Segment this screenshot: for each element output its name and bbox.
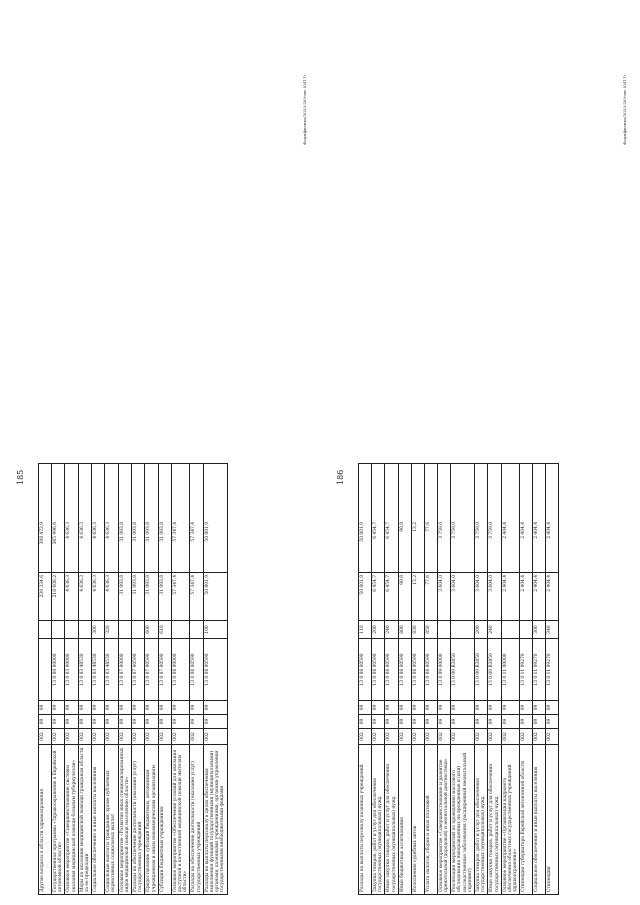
row-expense-type: 100 [204,620,227,638]
row-target-code: 13 0 11 09270 [520,638,532,700]
row-ministry-code: 002 [52,728,64,744]
row-expense-type [502,620,520,638]
row-target-code: 13 0 03 48530 [105,638,117,700]
row-amount-2025: 365 996,6 [53,522,58,545]
row-name: Основное мероприятие «Развитие иных специализированных видов медицинской помощи населению области» [119,744,131,894]
row-amount-2024: 57 347,4 [172,572,190,620]
row-expense-type: 200 [372,620,384,638]
row-ministry-code: 002 [92,728,104,744]
row-amount-2025: 3 759,0 [438,522,444,539]
table-row [159,464,172,894]
row-target-code: 13 0 08 00000 [172,638,190,700]
row-subsection: 09 [372,700,384,714]
row-ministry-code: 002 [475,728,487,744]
row-amount-2025: 4 636,3 [79,522,85,539]
row-subsection: 09 [475,700,487,714]
row-target-code: 13 0 11 09270 [533,638,545,700]
row-amount-2024: 239 334,6 [39,572,51,620]
row-name: Основное мероприятие «Обеспечение условий для оказания доступной и качественной медицинской помощи жителям области» [172,744,190,894]
row-amount-2025: 50 801,9 [360,522,365,542]
row-amount-2025: 2 404,4 [502,522,508,539]
table-row [438,464,451,894]
row-expense-type [119,620,131,638]
row-amount-2025: 2 404,4 [547,522,553,539]
table-row [520,464,533,894]
table-row [204,464,227,894]
row-subsection: 09 [132,700,144,714]
row-name: Уплата налогов, сборов и иных платежей [425,744,437,894]
row-subsection: 09 [65,700,77,714]
row-name: Закупка товаров, работ и услуг для обеспечения государственных (муниципальных) нужд [475,744,487,894]
row-ministry-code: 002 [412,728,424,744]
row-target-code: 13 0 07 00590 [159,638,171,700]
row-ministry-code: 002 [204,728,227,744]
table-row [145,464,158,894]
row-subsection: 09 [204,700,227,714]
row-target-code: 13 0 03 48530 [79,638,91,700]
page-footer: Фаджфизика/2023-209-ню (0411) [302,75,307,145]
row-subsection: 09 [488,700,500,714]
page-footer: Фаджфизика/2023-209-ню (0411) [622,75,627,145]
row-section: 09 [520,714,532,728]
row-subsection: 09 [385,700,397,714]
row-ministry-code: 002 [533,728,545,744]
row-ministry-code: 002 [399,728,411,744]
row-name: Иные закупки товаров, работ и услуг для обеспечения государственных (муниципальных) нужд [488,744,500,894]
row-section: 09 [546,714,558,728]
budget-table [38,463,228,895]
row-subsection: 09 [438,700,450,714]
row-ministry-code: 002 [372,728,384,744]
row-amount-2025: 6 454,7 [386,522,392,539]
row-name: Основное мероприятие «Организация кадрового обеспечения областных государственных учреждений здравоохранения» [502,744,520,894]
row-subsection: 09 [105,700,117,714]
table-row [132,464,145,894]
row-target-code: 13 0 07 00590 [145,638,157,700]
row-target-code: 13 0 08 00590 [372,638,384,700]
row-target-code: 13 0 07 00590 [132,638,144,700]
row-name: Стипендии [546,744,558,894]
row-section: 09 [359,714,371,728]
row-amount-2025: 6 454,7 [373,522,378,539]
budget-table [358,463,559,895]
row-amount-2024: 4 636,3 [79,572,91,620]
row-amount-2025: 2 404,4 [534,522,540,539]
row-section: 09 [92,714,104,728]
row-amount-2024: 90,8 [399,572,411,620]
row-name: Исполнение судебных актов [412,744,424,894]
row-section: 09 [105,714,117,728]
row-ministry-code: 002 [438,728,450,744]
row-expense-type: 240 [385,620,397,638]
row-amount-2024: 3 604,0 [475,572,487,620]
row-ministry-code: 002 [159,728,171,744]
row-subsection: 09 [399,700,411,714]
row-expense-type: 200 [475,620,487,638]
row-section: 09 [412,714,424,728]
table-row [190,464,203,894]
row-section: 09 [159,714,171,728]
row-amount-2024: 218 608,2 [52,572,64,620]
row-section: 09 [502,714,520,728]
row-target-code: 13 0 11 09270 [546,638,558,700]
row-amount-2025: 57 347,4 [191,522,197,542]
row-amount-2025: 4 636,3 [66,522,72,539]
row-amount-2024: 4 636,3 [65,572,77,620]
row-ministry-code: 002 [425,728,437,744]
row-name: Реализация мероприятий по проведению массового обследования новорожденных на врожденные и (или) наследственные заболевания (расширенный неонатальный скрининг) [451,744,474,894]
row-name: Субсидии бюджетным учреждениям [159,744,171,894]
row-target-code: 13 0 08 00590 [385,638,397,700]
row-amount-2024: 3 604,0 [488,572,500,620]
row-amount-2025: 90,8 [399,522,405,532]
row-amount-2024: 31 093,8 [119,572,131,620]
table-row [502,464,521,894]
row-section: 09 [385,714,397,728]
row-name: Основное мероприятие «Совершенствование системы оказания медицинской помощи больным туберкулезом» [65,744,77,894]
row-amount-2024: 31 093,8 [159,572,171,620]
row-amount-2025: 31 093,8 [159,522,165,542]
row-amount-2025: 77,6 [425,522,431,532]
row-expense-type [438,620,450,638]
row-expense-type [172,620,190,638]
row-name: Закупка товаров, работ и услуг для обеспечения государственных (муниципальных) нужд [372,744,384,894]
row-subsection: 09 [412,700,424,714]
table-row [119,464,132,894]
table-row [79,464,92,894]
row-target-code: 13 0 08 00590 [190,638,202,700]
row-target-code: 13 0 09 R3850 [475,638,487,700]
row-subsection: 09 [425,700,437,714]
row-subsection: 09 [159,700,171,714]
row-section: 09 [475,714,487,728]
row-subsection: 09 [52,700,64,714]
row-amount-2024: 57 347,4 [190,572,202,620]
row-expense-type: 300 [92,620,104,638]
row-expense-type [520,620,532,638]
row-target-code: 13 0 08 00590 [359,638,371,700]
row-name: Меры по оказанию медицинской помощи гражданам области за ее пределами [79,744,91,894]
row-expense-type: 600 [145,620,157,638]
row-expense-type: 830 [412,620,424,638]
row-section: 09 [65,714,77,728]
row-expense-type [190,620,202,638]
row-expense-type: 320 [105,620,117,638]
table-row [39,464,52,894]
row-section: 09 [488,714,500,728]
row-expense-type: 610 [159,620,171,638]
table-row [359,464,372,894]
table-row [52,464,65,894]
row-name: Социальное обеспечение и иные выплаты населению [533,744,545,894]
table-row [488,464,501,894]
row-amount-2025: 3 759,0 [476,522,482,539]
table-row [533,464,546,894]
row-amount-2024: 77,6 [425,572,437,620]
row-target-code: 13 0 08 00590 [399,638,411,700]
row-name: Стипендия губернатора Еврейской автономной области [520,744,532,894]
row-expense-type: 240 [488,620,500,638]
row-ministry-code: 002 [451,728,474,744]
row-subsection: 09 [190,700,202,714]
row-ministry-code: 002 [172,728,190,744]
row-expense-type: 300 [533,620,545,638]
row-subsection: 09 [145,700,157,714]
row-section: 09 [204,714,227,728]
row-subsection: 09 [39,700,51,714]
row-ministry-code: 002 [488,728,500,744]
row-section: 09 [132,714,144,728]
row-target-code: 13 0 07 00000 [119,638,131,700]
row-target-code: 13 0 03 00000 [65,638,77,700]
row-amount-2024: 3 604,0 [451,572,474,620]
row-ministry-code: 002 [105,728,117,744]
row-section: 09 [372,714,384,728]
row-subsection: 09 [533,700,545,714]
row-section: 09 [190,714,202,728]
row-subsection: 09 [92,700,104,714]
row-expense-type: 800 [399,620,411,638]
row-amount-2024: 50 801,9 [204,572,227,620]
row-ministry-code: 002 [502,728,520,744]
row-subsection: 09 [359,700,371,714]
row-amount-2025: 4 636,3 [106,522,112,539]
row-subsection: 09 [520,700,532,714]
row-target-code: 13 0 08 00590 [412,638,424,700]
row-amount-2024: 2 404,4 [502,572,520,620]
row-section: 09 [425,714,437,728]
table-row [105,464,118,894]
row-amount-2025: 31 093,8 [133,522,139,542]
row-subsection: 09 [546,700,558,714]
row-expense-type [65,620,77,638]
row-section: 09 [438,714,450,728]
row-amount-2024: 2 404,4 [546,572,558,620]
row-section: 09 [145,714,157,728]
row-target-code: 13 0 09 00000 [438,638,450,700]
row-amount-2024: 2 404,4 [533,572,545,620]
row-amount-2025: 2 404,4 [521,522,527,539]
row-name: Расходы на выплаты персоналу в целях обеспечения выполнения функций государственными (муниципальными) органами, казенными учреждениями, органами управления государственными внебюджетными фондами [204,744,227,894]
row-name: Расходы на обеспечение деятельности (оказание услуг) государственных учреждений [190,744,202,894]
row-expense-type [39,620,51,638]
row-target-code: 13 0 08 00590 [204,638,227,700]
row-expense-type [52,620,64,638]
row-ministry-code: 002 [520,728,532,744]
row-expense-type: 110 [359,620,371,638]
row-amount-2024: 3 604,0 [438,572,450,620]
row-ministry-code: 002 [359,728,371,744]
row-amount-2025: 3 759,0 [489,522,495,539]
row-name: Расходы на выплаты персоналу казенных учреждений [359,744,371,894]
row-ministry-code: 002 [39,728,51,744]
row-section: 09 [172,714,190,728]
row-ministry-code: 002 [119,728,131,744]
row-ministry-code: 002 [132,728,144,744]
row-name: Социальные выплаты гражданам, кроме публичных нормативных социальных выплат [105,744,117,894]
row-name: Расходы на обеспечение деятельности (оказание услуг) государственных учреждений [132,744,144,894]
row-amount-2024: 4 636,3 [92,572,104,620]
row-target-code: 13 0 11 00000 [502,638,520,700]
row-ministry-code: 002 [546,728,558,744]
row-target-code: 13 0 08 00590 [425,638,437,700]
row-section: 09 [533,714,545,728]
row-amount-2024: 31 093,8 [145,572,157,620]
row-section: 09 [399,714,411,728]
row-amount-2025: 398 472,9 [40,522,45,545]
row-expense-type [79,620,91,638]
right-page-rotated [320,0,640,905]
row-amount-2024: 31 093,8 [132,572,144,620]
row-amount-2025: 50 801,9 [204,522,210,542]
row-expense-type: 340 [546,620,558,638]
row-name: Иные закупки товаров, работ и услуг для обеспечения государственных (муниципальных) нужд [385,744,397,894]
table-row [372,464,385,894]
row-amount-2024: 6 454,7 [385,572,397,620]
row-amount-2025: 57 347,4 [172,522,178,542]
row-amount-2024: 2 404,4 [520,572,532,620]
row-subsection: 09 [451,700,474,714]
row-amount-2024: 4 636,3 [105,572,117,620]
row-amount-2024: 13,2 [412,572,424,620]
row-section: 09 [79,714,91,728]
row-amount-2024: 6 454,7 [372,572,384,620]
row-target-code [39,638,51,700]
row-ministry-code: 002 [145,728,157,744]
table-row [172,464,191,894]
table-row [399,464,412,894]
row-target-code: 13 0 00 00000 [52,638,64,700]
row-name: Основное мероприятие «Совершенствование и развитие пренатальной (дородовой) и неонатальной диагностики» [438,744,450,894]
row-subsection: 09 [502,700,520,714]
row-section: 09 [52,714,64,728]
row-name: Предоставление субсидий бюджетным, автономным учреждениям и иным некоммерческим организациям [145,744,157,894]
table-row [412,464,425,894]
row-subsection: 09 [119,700,131,714]
row-ministry-code: 002 [385,728,397,744]
table-row [425,464,438,894]
row-amount-2025: 13,2 [412,522,418,532]
row-target-code: 13 0 09 R3850 [451,638,474,700]
row-name: Иные бюджетные ассигнования [399,744,411,894]
table-row [451,464,475,894]
row-ministry-code: 002 [79,728,91,744]
row-name: Другие вопросы в области здравоохранения [39,744,51,894]
table-row [65,464,78,894]
row-section: 09 [451,714,474,728]
row-target-code: 13 0 03 48530 [92,638,104,700]
table-row [475,464,488,894]
row-section: 09 [119,714,131,728]
row-amount-2025: 4 636,3 [93,522,99,539]
row-amount-2025: 3 759,0 [452,522,458,539]
row-amount-2025: 31 093,8 [119,522,125,542]
row-section: 09 [39,714,51,728]
row-expense-type [451,620,474,638]
row-expense-type [132,620,144,638]
right-page [320,0,640,905]
row-name: Социальное обеспечение и иные выплаты населению [92,744,104,894]
table-row [546,464,558,894]
row-ministry-code: 002 [65,728,77,744]
page-number: 186 [336,469,345,485]
row-target-code: 13 0 09 R3850 [488,638,500,700]
row-amount-2025: 31 093,8 [146,522,152,542]
table-row [92,464,105,894]
row-subsection: 09 [79,700,91,714]
row-expense-type: 850 [425,620,437,638]
row-ministry-code: 002 [190,728,202,744]
row-amount-2024: 50 801,9 [359,572,371,620]
table-row [385,464,398,894]
row-subsection: 09 [172,700,190,714]
page-number: 185 [16,469,25,485]
row-name: Государственная программа «Здравоохранение в Еврейской автономной области» [52,744,64,894]
